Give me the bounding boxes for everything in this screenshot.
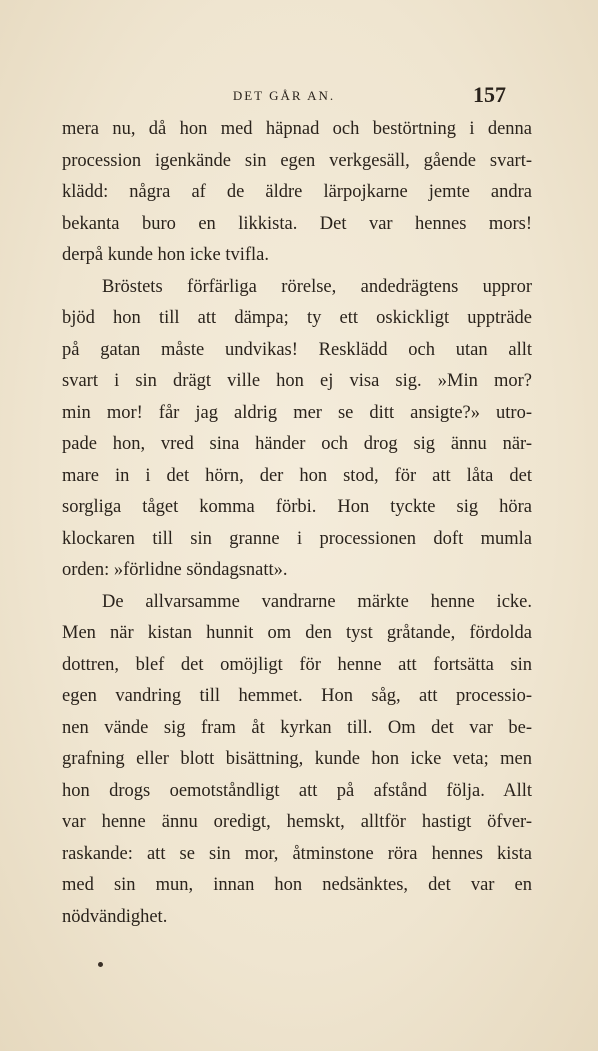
text-line: mare in i det hörn, der hon stod, för att låta det [62, 465, 532, 486]
page-number: 157 [473, 82, 506, 107]
text-line: nödvändighet. [62, 906, 168, 927]
paragraph [62, 272, 532, 587]
text-line: sorgliga tåget komma förbi. Hon tyckte sig höra [62, 497, 532, 517]
text-line: egen vandring till hemmet. Hon såg, att processio- [62, 686, 532, 706]
text-line: pade hon, vred sina händer och drog sig ännu när- [62, 434, 532, 454]
text-line: mera nu, då hon med häpnad och bestörtning i denna [62, 119, 532, 139]
text-line: Bröstets förfärliga rörelse, andedrägtens uppror [102, 276, 532, 297]
text-line: grafning eller blott bisättning, kunde hon icke veta; men [62, 749, 532, 769]
text-line: procession igenkände sin egen verkgesäll, gående svart- [62, 150, 532, 171]
text-line: bekanta buro en likkista. Det var hennes mors! [62, 213, 532, 234]
page-header [62, 82, 506, 112]
text-line: hon drogs oemotståndligt att på afstånd följa. Allt [62, 780, 532, 801]
text-line: var henne ännu oredigt, hemskt, alltför hastigt öfver- [62, 812, 532, 832]
text-line: orden: »förlidne söndagsnatt». [62, 560, 288, 580]
text-line: derpå kunde hon icke tvifla. [62, 245, 270, 265]
printer-mark [98, 962, 103, 967]
body-text [62, 114, 532, 933]
text-line: Men när kistan hunnit om den tyst gråtande, fördolda [62, 623, 532, 643]
text-line: svart i sin drägt ville hon ej visa sig. »Min mor? [62, 371, 532, 391]
paragraph [62, 587, 532, 934]
text-line: på gatan måste undvikas! Resklädd och utan allt [62, 339, 532, 360]
paragraph [62, 114, 532, 272]
text-line: bjöd hon till att dämpa; ty ett oskickligt uppträde [62, 308, 532, 328]
text-line: nen vände sig fram åt kyrkan till. Om det var be- [62, 717, 532, 738]
text-line: klockaren till sin granne i processionen doft mumla [62, 528, 532, 549]
text-line: min mor! får jag aldrig mer se ditt ansigte?» utro- [62, 402, 532, 423]
running-head: DET GÅR AN. [232, 88, 336, 103]
text-line: De allvarsamme vandrarne märkte henne icke. [102, 591, 532, 612]
text-line: raskande: att se sin mor, åtminstone röra hennes kista [62, 843, 532, 864]
text-line: med sin mun, innan hon nedsänktes, det var en [62, 875, 532, 895]
text-line: dottren, blef det omöjligt för henne att fortsätta sin [62, 654, 532, 675]
text-line: klädd: några af de äldre lärpojkarne jemte andra [62, 182, 532, 202]
